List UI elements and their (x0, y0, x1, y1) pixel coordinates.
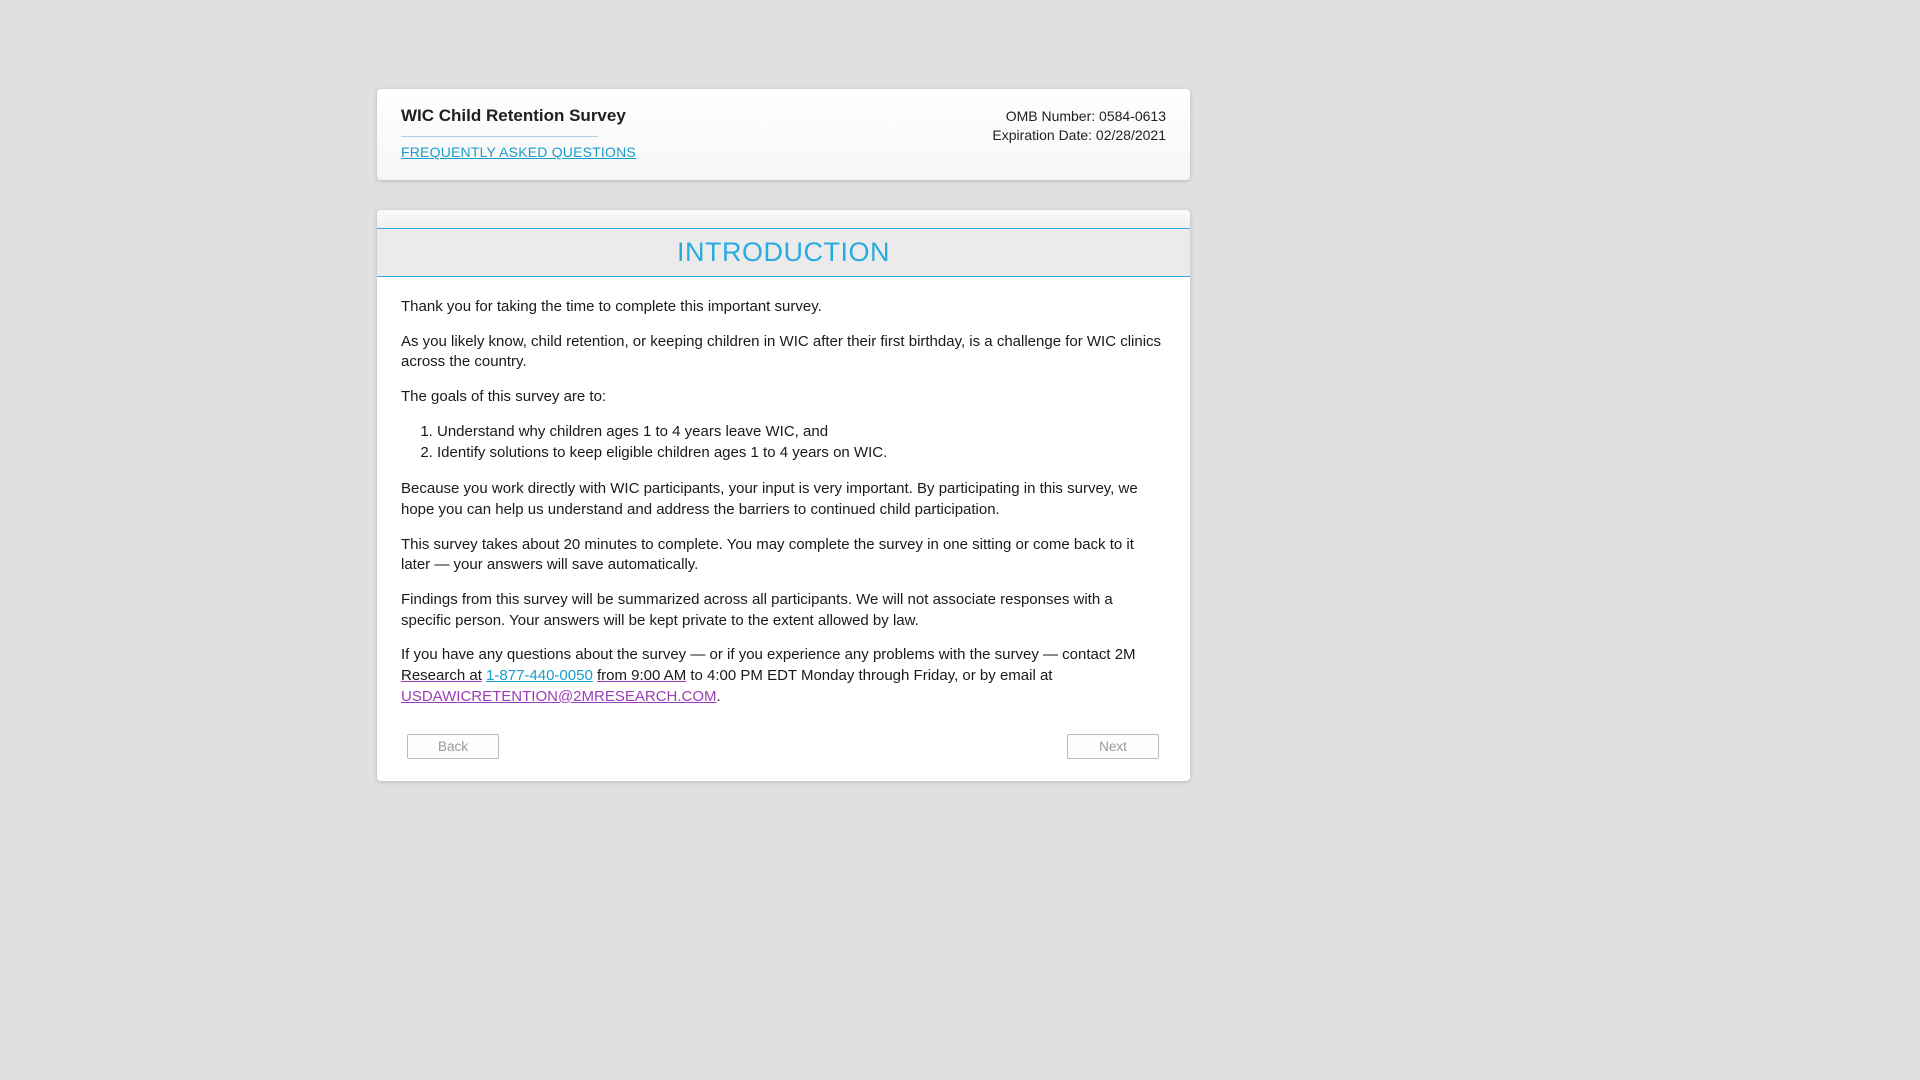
contact-intro: If you have any questions about the survey — or if you experience any problems with the survey — contact 2M (401, 646, 1136, 664)
nav-buttons (401, 734, 1165, 759)
paragraph-duration: This survey takes about 20 minutes to complete. You may complete the survey in one sitting or come back to it later — your answers will save automatically. (401, 535, 1134, 574)
contact-underlined-after: from 9:00 AM (596, 666, 687, 684)
contact-middle: to 4:00 PM EDT Monday through Friday, or by email at (690, 666, 1053, 684)
phone-link[interactable]: 1-877-440-0050 (486, 666, 593, 684)
email-link[interactable]: USDAWICRETENTION@2MRESEARCH.COM (401, 687, 717, 705)
goal-item-1: 1. Understand why children ages 1 to 4 years leave WIC, and (437, 422, 1165, 443)
survey-header (377, 89, 1190, 180)
paragraph-privacy: Findings from this survey will be summarized across all participants. We will not associate responses with a specific person. Your answers will be kept private to the extent allowed by law. (401, 590, 1113, 629)
expiration-date: Expiration Date: 02/28/2021 (992, 126, 1166, 143)
survey-card (377, 210, 1190, 781)
header-right (992, 106, 1166, 166)
omb-number: OMB Number: 0584-0613 (1005, 108, 1166, 124)
next-button[interactable]: Next (1067, 734, 1159, 759)
survey-title: WIC Child Retention Survey (401, 106, 626, 125)
paragraph-goals-intro: The goals of this survey are to: (401, 388, 607, 406)
card-top-strip (377, 210, 1190, 228)
paragraph-thanks: Thank you for taking the time to complete this important survey. (401, 298, 822, 315)
paragraph-background: As you likely know, child retention, or keeping children in WIC after their first birthday, is a challenge for WIC clinics across the country. (401, 332, 1162, 371)
back-button[interactable]: Back (407, 734, 499, 759)
faq-link[interactable]: FREQUENTLY ASKED QUESTIONS (401, 144, 636, 160)
paragraph-contact (401, 645, 1165, 707)
header-left (401, 106, 636, 166)
contact-period: . (716, 687, 721, 705)
section-header (377, 228, 1190, 277)
goals-list (401, 422, 1165, 464)
paragraph-importance: Because you work directly with WIC participants, your input is very important. By participating in this survey, we hope you can help us understand and address the barriers to continued child participation. (401, 480, 1138, 518)
survey-body (377, 277, 1190, 781)
goal-item-2: 2. Identify solutions to keep eligible children ages 1 to 4 years on WIC. (437, 443, 1165, 464)
title-divider (401, 136, 598, 137)
contact-underlined-before: Research at (401, 666, 482, 684)
section-title: INTRODUCTION (677, 237, 890, 267)
